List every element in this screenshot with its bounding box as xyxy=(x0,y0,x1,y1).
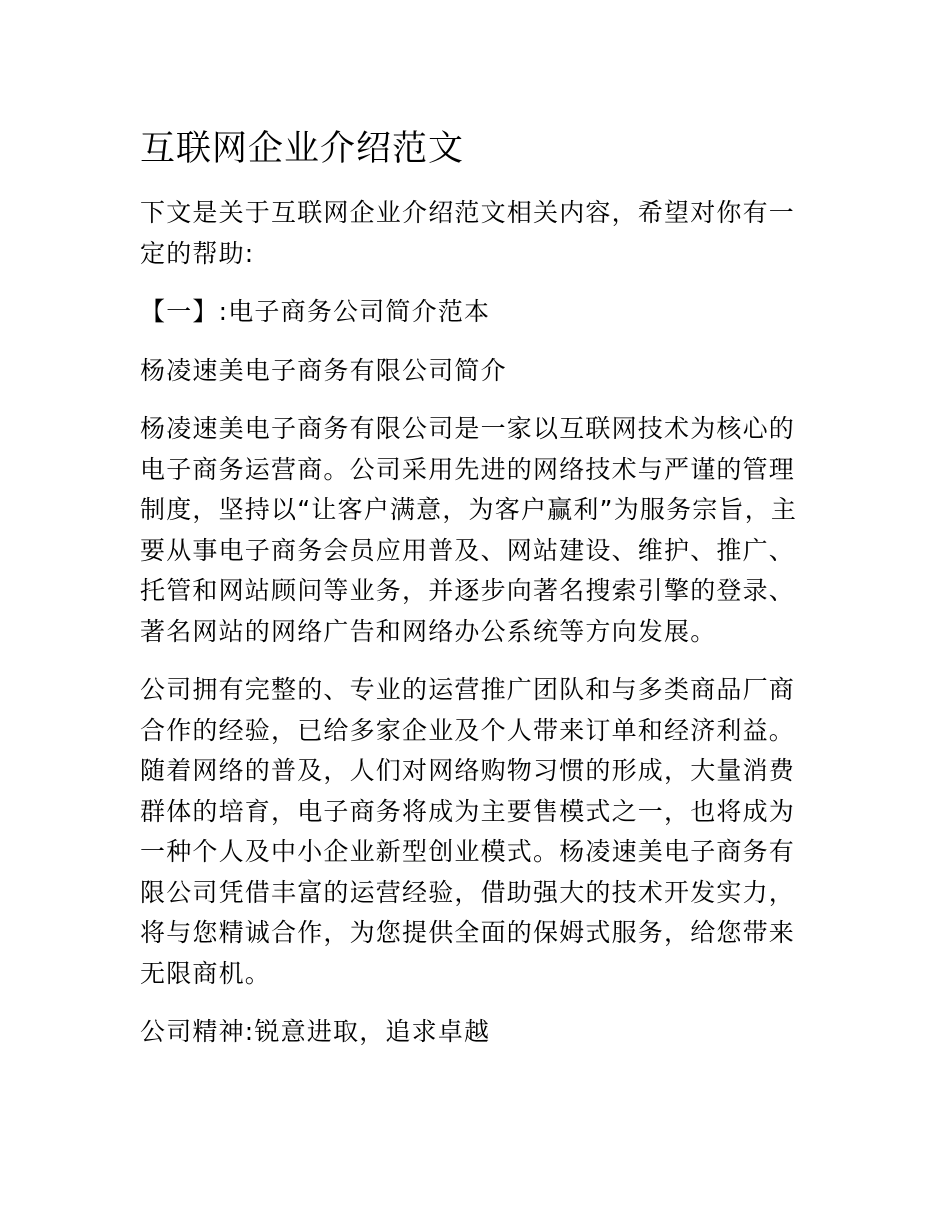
body-paragraph-1: 杨凌速美电子商务有限公司是一家以互联网技术为核心的电子商务运营商。公司采用先进的网络技术与严谨的管理制度，坚持以“让客户满意，为客户赢利”为服务宗旨，主要从事电子商务会员应用普及、网站建设、维护、推广、托管和网站顾问等业务，并逐步向著名搜索引擎的登录、著名网站的网络广告和网络办公系统等方向发展。 xyxy=(140,414,798,646)
document-page xyxy=(140,125,805,1071)
company-heading: 杨凌速美电子商务有限公司简介 xyxy=(140,355,507,385)
section-heading: 【一】:电子商务公司简介范本 xyxy=(140,297,491,326)
intro-paragraph: 下文是关于互联网企业介绍范文相关内容，希望对你有一定的帮助: xyxy=(140,198,796,268)
document-title: 互联网企业介绍范文 xyxy=(140,129,465,169)
body-paragraph-2: 公司拥有完整的、专业的运营推广团队和与多类商品厂商合作的经验，已给多家企业及个人带来订单和经济利益。 随着网络的普及，人们对网络购物习惯的形成，大量消费群体的培育，电子商务将成为主要售模式之一，也将成为一种个人及中小企业新型创业模式。杨凌速美电子商务有限公司凭借丰富的运营经验，借助强大的技术开发实力，将与您精诚合作，为您提供全面的保姆式服务，给您带来无限商机。 xyxy=(140,675,796,988)
company-spirit: 公司精神:锐意进取，追求卓越 xyxy=(140,1017,491,1046)
